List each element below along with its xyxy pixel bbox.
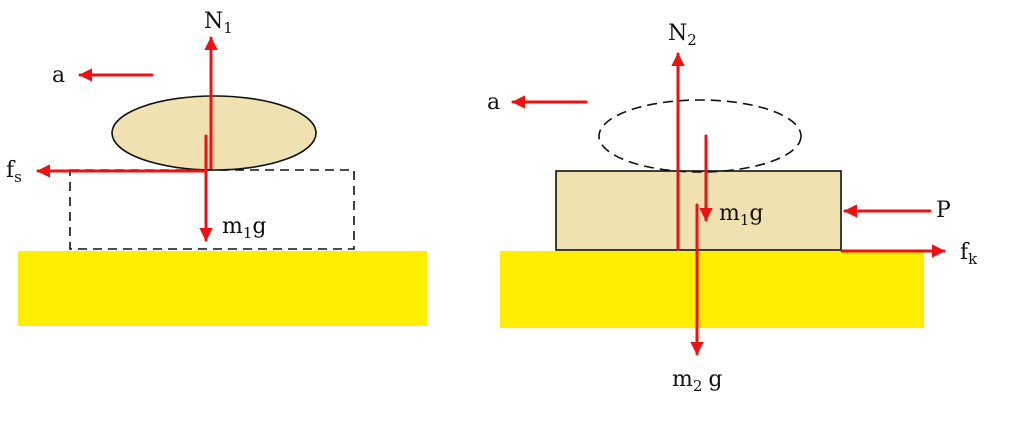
right-diagram	[487, 21, 978, 395]
left-block-outline-dashed	[70, 170, 354, 249]
left-ground	[18, 251, 427, 326]
right-total-weight-label: $m_2$ g	[672, 367, 723, 395]
left-diagram	[6, 9, 427, 326]
right-top-weight-label: $m_1g$	[719, 201, 764, 229]
left-normal-label: $N_1$	[204, 9, 233, 37]
right-push-label: P	[936, 198, 951, 223]
left-acceleration-label: a	[52, 63, 66, 88]
right-friction-label: $f_k$	[960, 240, 978, 268]
left-weight-label: $m_1g$	[222, 214, 267, 242]
right-normal-label: $N_2$	[668, 21, 697, 49]
left-friction-label: $f_s$	[6, 158, 22, 186]
right-ground	[500, 251, 924, 328]
right-top-object-dashed	[599, 100, 801, 172]
right-acceleration-label: a	[487, 90, 501, 115]
